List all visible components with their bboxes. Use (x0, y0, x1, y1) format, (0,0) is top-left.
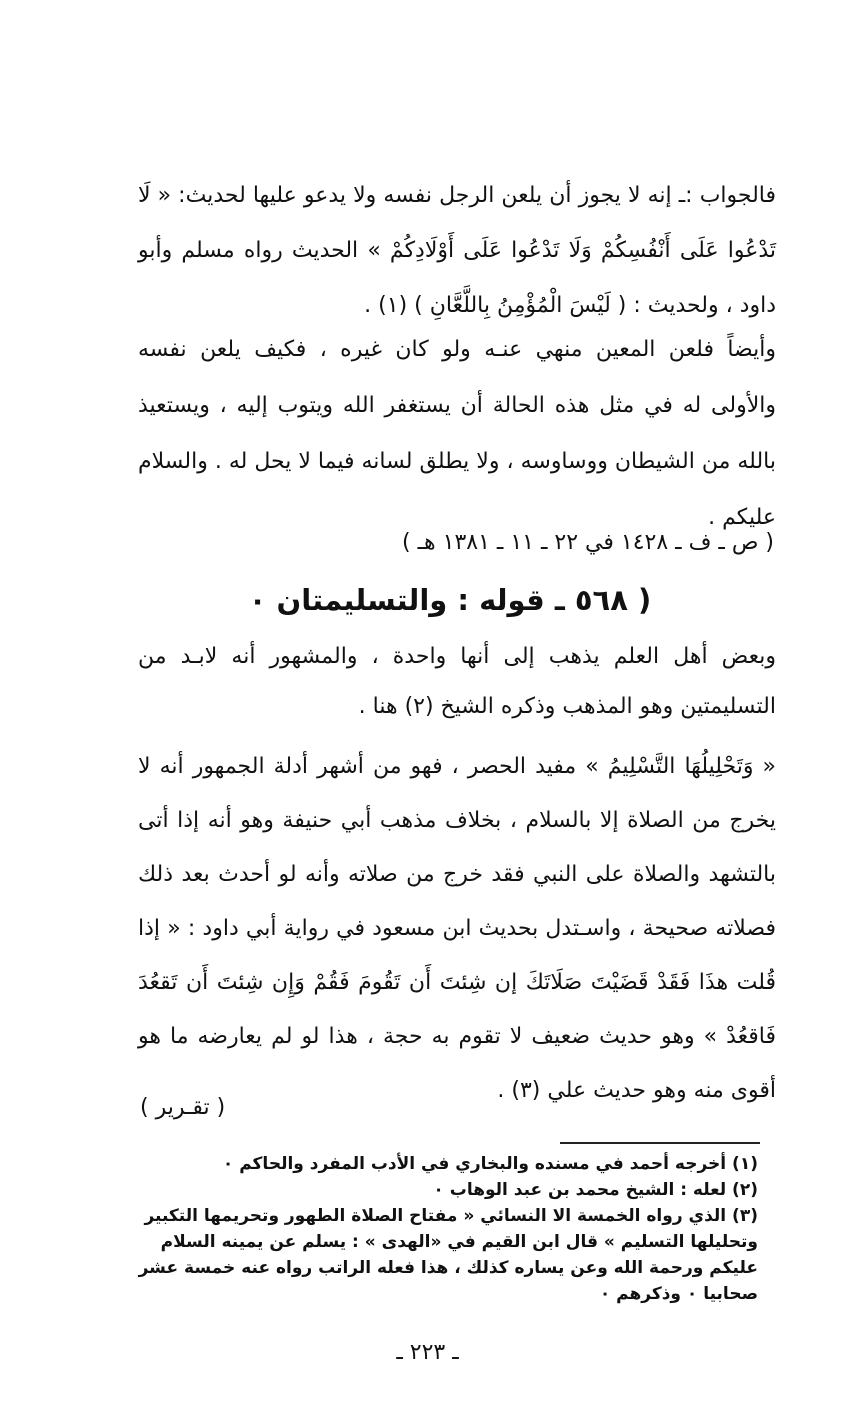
answer-label: فالجواب (699, 183, 777, 208)
second-paragraph: وأيضاً فلعن المعين منهي عنـه ولو كان غيره ، فكيف يلعن نفسه والأولى له في مثل هذه الحالة أن يستغفر الله ويتوب إليه ، ويستعيذ بالله من الشيطان ووساوسه ، ولا يطلق لسانه فيما لا يحل له . والسلام عليكم . (138, 337, 776, 530)
section-heading: ( ٥٦٨ ـ قوله : والتسليمتان ٠ (248, 583, 652, 617)
footnote-separator (560, 1142, 760, 1144)
page-number: ـ ٢٢٣ ـ (396, 1340, 459, 1365)
taqrir-note: ( تقـرير ) (140, 1095, 226, 1120)
answer-text: :ـ إنه لا يجوز أن يلعن الرجل نفسه ولا يدعو عليها لحديث: « لَا تَدْعُوا عَلَى أَنْفُسِكُمْ وَلَا تَدْعُوا عَلَى أَوْلَادِكُمْ » الحديث رواه مسلم وأبو داود ، ولحديث : ( لَيْسَ الْمُؤْمِنُ بِاللَّعَّانِ ) (١) . (138, 183, 776, 318)
fourth-paragraph: « وَتَحْلِيلُهَا التَّسْلِيمُ » مفيد الحصر ، فهو من أشهر أدلة الجمهور أنه لا يخرج من الصلاة إلا بالسلام ، بخلاف مذهب أبي حنيفة وهو أنه إذا أتى بالتشهد والصلاة على النبي فقد خرج من صلاته وأنه لو أحدث بعد ذلك فصلاته صحيحة ، واسـتدل بحديث ابن مسعود في رواية أبي داود : « إذا قُلت هذَا فَقَدْ قَضَيْتَ صَلَاتَكَ إن شِئتَ أَن تَقُومَ فَقُمْ وَإِن شِئتَ أَن تَقعُدَ فَاقعُدْ » وهو حديث ضعيف لا تقوم به حجة ، هذا لو لم يعارضه ما هو أقوى منه وهو حديث علي (٣) . (138, 754, 776, 1103)
footnotes (138, 1151, 758, 1307)
fatwa-reference: ( ص ـ ف ـ ١٤٢٨ في ٢٢ ـ ١١ ـ ١٣٨١ هـ ) (402, 530, 774, 555)
footnote-1: (١) أخرجه أحمد في مسنده والبخاري في الأدب المفرد والحاكم ٠ (222, 1154, 758, 1174)
answer-paragraph (138, 168, 776, 333)
footnote-3: (٣) الذي رواه الخمسة الا النسائي « مفتاح الصلاة الطهور وتحريمها التكبير وتحليلها التسليم » قال ابن القيم في «الهدى » : يسلم عن يمينه السلام عليكم ورحمة الله وعن يساره كذلك ، هذا فعله الراتب رواه عنه خمسة عشر صحابيا ٠ وذكرهم ٠ (138, 1206, 758, 1304)
footnote-2: (٢) لعله : الشيخ محمد بن عبد الوهاب ٠ (433, 1180, 758, 1200)
third-paragraph: وبعض أهل العلم يذهب إلى أنها واحدة ، والمشهور أنه لابـد من التسليمتين وهو المذهب وذكره الشيخ (٢) هنا . (138, 644, 776, 719)
